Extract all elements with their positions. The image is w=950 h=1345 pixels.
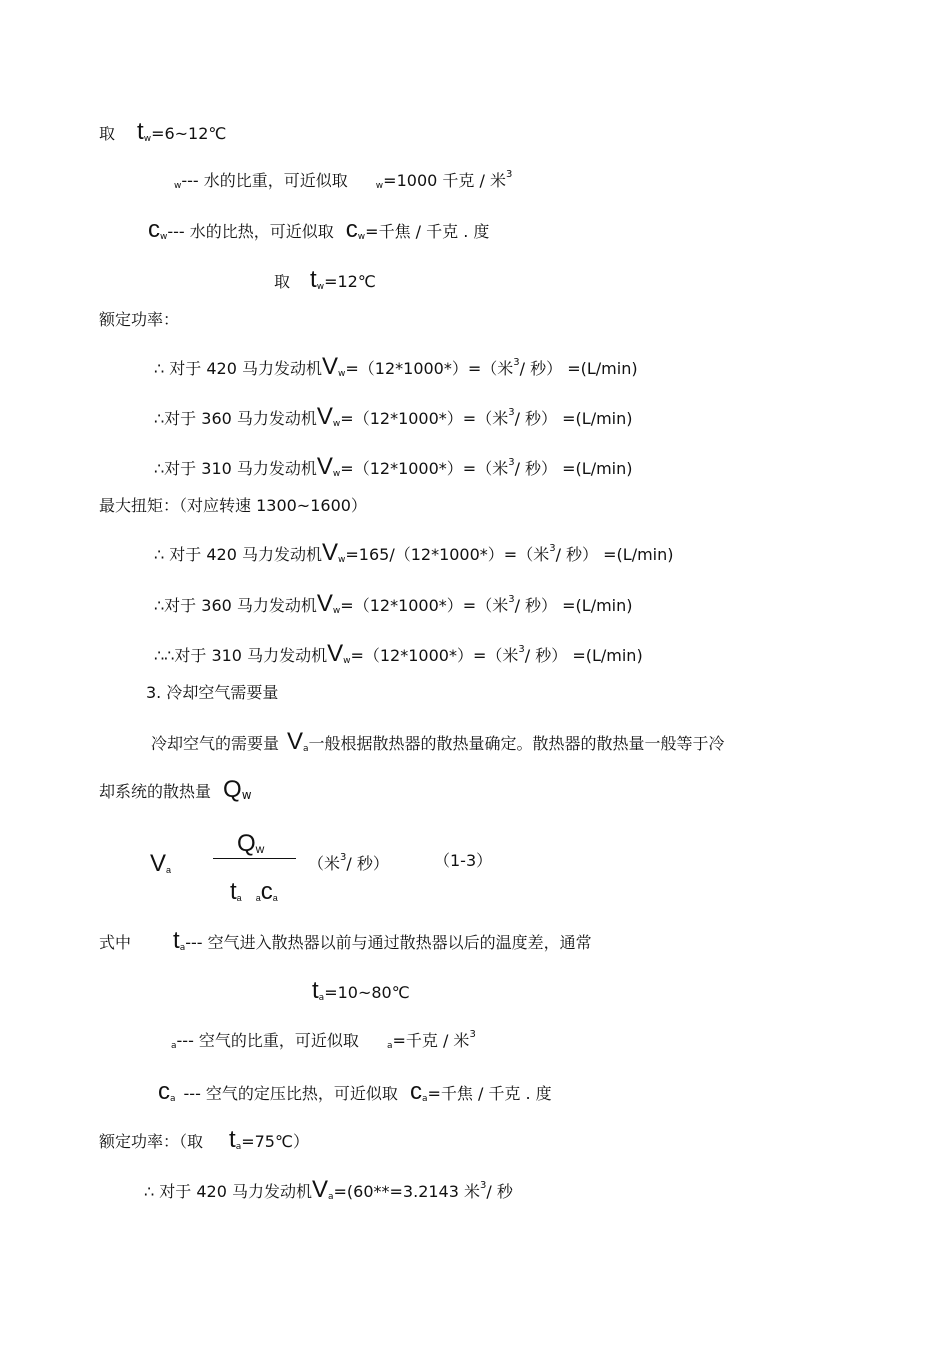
subscript-w: w: [338, 555, 346, 565]
subscript-a: a: [255, 893, 261, 903]
subscript-a: a: [386, 1041, 393, 1051]
line-where-ta: [99, 929, 592, 953]
label-take: 取: [274, 272, 291, 291]
line-420-rated: [154, 355, 638, 379]
superscript: 3: [508, 407, 515, 418]
value: =千焦 / 千克 . 度: [365, 222, 490, 241]
superscript: 3: [549, 543, 556, 554]
symbol-v: V: [321, 353, 338, 380]
value: =1000 千克 / 米: [383, 171, 506, 190]
subscript-w: w: [357, 232, 366, 242]
subscript-a: a: [236, 893, 242, 903]
value: =75℃）: [241, 1132, 309, 1151]
text: --- 空气进入散热器以前与通过散热器以后的温度差，通常: [185, 933, 592, 952]
value: =千焦 / 千克 . 度: [427, 1084, 552, 1103]
value: =12℃: [324, 272, 376, 291]
line-air-specific-heat: [158, 1080, 552, 1104]
subscript-w: w: [332, 469, 341, 479]
value: =165/（12*1000*）=（米: [345, 545, 550, 564]
heading-rated-power: 额定功率：: [99, 310, 180, 329]
line-water-density: [174, 170, 512, 191]
symbol-v: V: [316, 403, 333, 430]
symbol-c: c: [158, 1078, 170, 1105]
subscript-a: a: [328, 1192, 334, 1202]
value: =(60**=3.2143 米: [333, 1182, 481, 1201]
subscript-w: w: [241, 788, 252, 802]
text: 冷却空气的需要量: [151, 734, 280, 753]
subscript-w: w: [375, 181, 384, 191]
subscript-a: a: [166, 865, 172, 875]
subscript-w: w: [332, 606, 341, 616]
symbol-c: c: [345, 216, 358, 243]
subscript-w: w: [332, 419, 341, 429]
value: =（12*1000*）=（米: [340, 459, 509, 478]
paragraph-line-1: [151, 730, 725, 754]
unit: / 秒） =(L/min): [514, 459, 633, 478]
symbol-v: V: [311, 1176, 328, 1203]
line-rated-power-ta: [99, 1128, 309, 1152]
line-tw-take: [274, 268, 376, 292]
text: ∴∴对于 310 马力发动机: [154, 646, 328, 665]
line-water-specific-heat: [148, 218, 489, 242]
symbol-v: V: [321, 539, 338, 566]
unit: / 秒） =(L/min): [514, 596, 633, 615]
subscript-a: a: [272, 893, 278, 903]
text: ∴对于 360 马力发动机: [154, 409, 317, 428]
unit: / 秒） =(L/min): [524, 646, 643, 665]
text: ∴对于 360 马力发动机: [154, 596, 317, 615]
symbol-c: c: [409, 1078, 422, 1105]
line-420-air: [144, 1178, 513, 1202]
symbol-v: V: [316, 453, 333, 480]
subscript-a: a: [421, 1094, 428, 1104]
text: ∴ 对于 420 马力发动机: [144, 1182, 312, 1201]
superscript: 3: [469, 1029, 476, 1040]
symbol-t: t: [137, 118, 144, 145]
text: --- 空气的定压比热，可近似取: [183, 1084, 398, 1103]
text: --- 水的比热，可近似取: [167, 222, 334, 241]
text: 却系统的散热量: [99, 782, 212, 801]
subscript-a: a: [303, 744, 309, 754]
superscript: 3: [518, 644, 525, 655]
line-360-rated: [154, 405, 633, 429]
symbol-q: Q: [223, 776, 242, 803]
unit: （米: [308, 854, 341, 873]
text: --- 水的比重，可近似取: [181, 171, 348, 190]
line-tw-range: [99, 120, 226, 144]
line-360-torque: [154, 592, 633, 616]
value: =（12*1000*）=（米: [340, 409, 509, 428]
formula-lhs-v: [150, 852, 171, 876]
symbol-t: t: [312, 977, 319, 1004]
value: =6~12℃: [151, 124, 227, 143]
superscript: 3: [505, 169, 513, 180]
symbol-v: V: [287, 728, 304, 755]
line-310-torque: [154, 642, 643, 666]
subscript-w: w: [343, 656, 351, 666]
text: --- 空气的比重，可近似取: [176, 1031, 359, 1050]
superscript: 3: [508, 457, 515, 468]
paragraph-line-2: [99, 778, 252, 802]
text: 一般根据散热器的散热量确定。散热器的散热量一般等于冷: [308, 734, 725, 753]
subscript-a: a: [235, 1142, 242, 1152]
subscript-w: w: [255, 842, 265, 856]
subscript-a: a: [170, 1094, 176, 1104]
text: ∴对于 310 马力发动机: [154, 459, 317, 478]
line-ta-range: [312, 979, 410, 1003]
subscript-w: w: [316, 282, 325, 292]
heading-max-torque: 最大扭矩：（对应转速 1300~1600）: [99, 496, 367, 515]
unit: / 秒） =(L/min): [514, 409, 633, 428]
subscript-w: w: [143, 134, 152, 144]
symbol-v: V: [327, 640, 344, 667]
text: ∴ 对于 420 马力发动机: [154, 359, 322, 378]
formula-unit: [308, 853, 389, 872]
section-heading-cooling-air: 3. 冷却空气需要量: [146, 683, 279, 702]
superscript: 3: [480, 1180, 487, 1191]
text: ∴ 对于 420 马力发动机: [154, 545, 322, 564]
subscript-a: a: [179, 943, 186, 953]
value: =千克 / 米: [392, 1031, 470, 1050]
subscript-a: a: [318, 993, 325, 1003]
subscript-a: a: [171, 1041, 177, 1051]
unit: / 秒） =(L/min): [519, 359, 638, 378]
superscript: 3: [508, 594, 515, 605]
symbol-t: t: [230, 878, 237, 905]
formula-numerator: [237, 832, 264, 856]
symbol-t: t: [310, 266, 317, 293]
line-air-density: [171, 1030, 476, 1051]
text: 式中: [99, 933, 132, 952]
value: =（12*1000*）=（米: [340, 596, 509, 615]
value: =（12*1000*）=（米: [350, 646, 519, 665]
line-420-torque: [154, 541, 674, 565]
line-310-rated: [154, 455, 633, 479]
fraction-bar: [213, 858, 296, 859]
unit: / 秒: [486, 1182, 513, 1201]
symbol-c: c: [260, 878, 273, 905]
formula-denominator: [230, 880, 278, 904]
symbol-t: t: [229, 1126, 236, 1153]
symbol-v: V: [316, 590, 333, 617]
value: =（12*1000*）=（米: [345, 359, 514, 378]
superscript: 3: [340, 852, 347, 863]
superscript: 3: [513, 357, 520, 368]
symbol-v: V: [150, 850, 167, 877]
symbol-t: t: [173, 927, 180, 954]
subscript-w: w: [160, 232, 168, 242]
value: =10~80℃: [324, 983, 410, 1002]
equation-number: （1-3）: [434, 851, 493, 870]
text: 额定功率：（取: [99, 1132, 204, 1151]
unit: / 秒）: [346, 854, 389, 873]
subscript-w: w: [338, 369, 346, 379]
label-take: 取: [99, 124, 116, 143]
subscript-w: w: [174, 181, 182, 191]
symbol-q: Q: [237, 830, 256, 857]
symbol-c: c: [148, 216, 160, 243]
unit: / 秒） =(L/min): [555, 545, 674, 564]
